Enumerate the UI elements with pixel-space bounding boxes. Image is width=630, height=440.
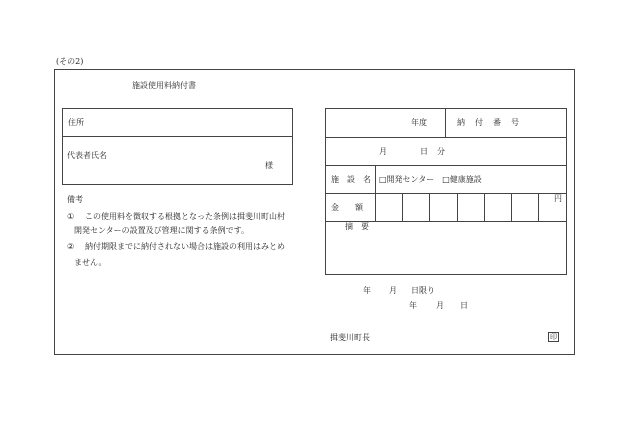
table-row-divider-2 xyxy=(325,165,567,166)
remarks-label: 摘 要 xyxy=(345,222,369,231)
amount-digit-divider-1 xyxy=(402,193,403,221)
honorific: 様 xyxy=(265,161,273,170)
note-1-line-1: この使用料を徴収する根拠となった条例は揖斐川町山村 xyxy=(85,212,285,221)
table-row-divider-3 xyxy=(325,193,567,194)
amount-digit-divider-4 xyxy=(484,193,485,221)
payer-divider xyxy=(62,136,293,137)
representative-label: 代表者氏名 xyxy=(67,151,107,160)
address-label: 住所 xyxy=(68,118,84,127)
note-2-number: ② xyxy=(67,242,75,251)
fiscal-year-label: 年度 xyxy=(411,118,427,127)
facility-options: □開発センター □健康施設 xyxy=(379,175,482,184)
payer-box xyxy=(62,108,293,185)
note-1-number: ① xyxy=(67,212,75,221)
amount-digit-divider-5 xyxy=(511,193,512,221)
note-1-line-2: 開発センターの設置及び管理に関する条例です。 xyxy=(74,226,250,235)
notes-heading: 備考 xyxy=(67,195,83,204)
deadline-until: 日限り xyxy=(411,286,435,295)
day-label: 日 xyxy=(420,147,428,156)
portion-label: 分 xyxy=(437,147,445,156)
amount-label: 金 額 xyxy=(331,203,363,212)
issue-year: 年 xyxy=(409,301,417,310)
deadline-month: 月 xyxy=(389,286,397,295)
payment-number-label: 納 付 番 号 xyxy=(457,118,520,127)
deadline-year: 年 xyxy=(363,286,371,295)
label-column-divider xyxy=(375,165,376,221)
issuer-name: 揖斐川町長 xyxy=(330,333,370,342)
month-label: 月 xyxy=(379,147,387,156)
year-number-divider xyxy=(445,108,446,137)
note-2-line-1: 納付期限までに納付されない場合は施設の利用はみとめ xyxy=(85,242,285,251)
amount-digit-divider-3 xyxy=(457,193,458,221)
currency-label: 円 xyxy=(554,194,562,203)
issue-month: 月 xyxy=(436,301,444,310)
note-2-line-2: ません。 xyxy=(74,258,107,267)
facility-name-label: 施 設 名 xyxy=(331,175,371,184)
amount-digit-divider-2 xyxy=(429,193,430,221)
table-row-divider-1 xyxy=(325,137,567,138)
amount-digit-divider-6 xyxy=(538,193,539,221)
payment-table xyxy=(325,108,567,275)
form-title: 施設使用料納付書 xyxy=(132,81,196,90)
issue-day: 日 xyxy=(460,301,468,310)
form-number: (その2) xyxy=(56,57,84,66)
seal-stamp: 印 xyxy=(550,333,557,341)
